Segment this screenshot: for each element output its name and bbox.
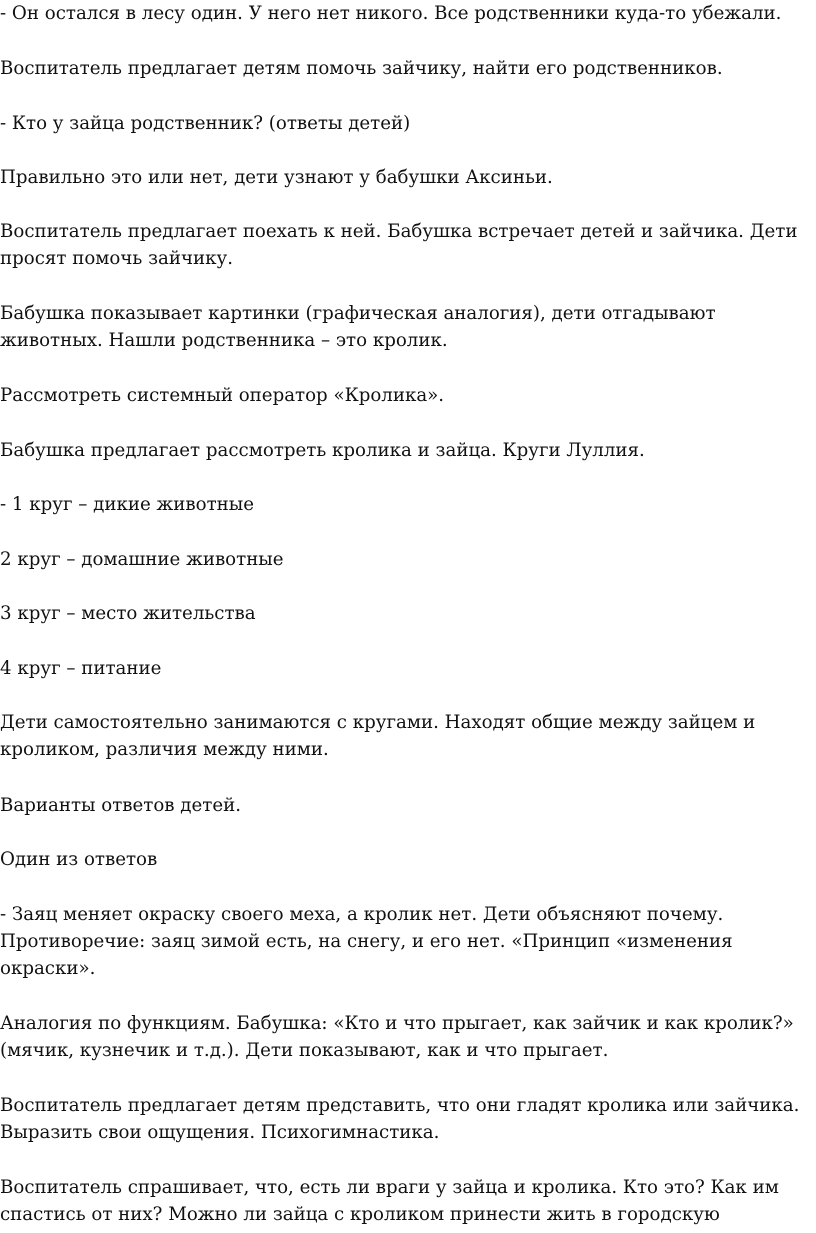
paragraph-16: - Заяц меняет окраску своего меха, а кролик нет. Дети объясняют почему. Противоречие: заяц зимой есть, на снегу, и его нет. «Принцип «изменения окраски». (0, 904, 733, 979)
paragraph-8: Бабушка предлагает рассмотреть кролика и зайца. Круги Луллия. (0, 440, 645, 461)
paragraph-2: Воспитатель предлагает детям помочь зайчику, найти его родственников. (0, 58, 723, 79)
paragraph-18: Воспитатель предлагает детям представить, что они гладят кролика или зайчика. Выразить свои ощущения. Психогимнастика. (0, 1095, 800, 1143)
paragraph-12: 4 круг – питание (0, 658, 162, 679)
paragraph-7: Рассмотреть системный оператор «Кролика». (0, 385, 445, 406)
paragraph-13: Дети самостоятельно занимаются с кругами. Находят общие между зайцем и кроликом, различия между ними. (0, 712, 756, 760)
paragraph-1: - Он остался в лесу один. У него нет никого. Все родственники куда-то убежали. (0, 3, 782, 24)
paragraph-3: - Кто у зайца родственник? (ответы детей) (0, 113, 411, 134)
paragraph-14: Варианты ответов детей. (0, 795, 241, 816)
paragraph-6: Бабушка показывает картинки (графическая аналогия), дети отгадывают животных. Нашли родственника – это кролик. (0, 303, 716, 351)
paragraph-15: Один из ответов (0, 849, 158, 870)
paragraph-5: Воспитатель предлагает поехать к ней. Бабушка встречает детей и зайчика. Дети просят помочь зайчику. (0, 221, 798, 269)
paragraph-9: - 1 круг – дикие животные (0, 494, 254, 515)
paragraph-11: 3 круг – место жительства (0, 603, 256, 624)
paragraph-17: Аналогия по функциям. Бабушка: «Кто и что прыгает, как зайчик и как кролик?» (мячик, кузнечик и т.д.). Дети показывают, как и что прыгает. (0, 1013, 794, 1061)
paragraph-19: Воспитатель спрашивает, что, есть ли враги у зайца и кролика. Кто это? Как им спастись от них? Можно ли зайца с кроликом принести жить в городскую (0, 1177, 779, 1225)
paragraph-4: Правильно это или нет, дети узнают у бабушки Аксиньи. (0, 167, 553, 188)
paragraph-10: 2 круг – домашние животные (0, 549, 284, 570)
